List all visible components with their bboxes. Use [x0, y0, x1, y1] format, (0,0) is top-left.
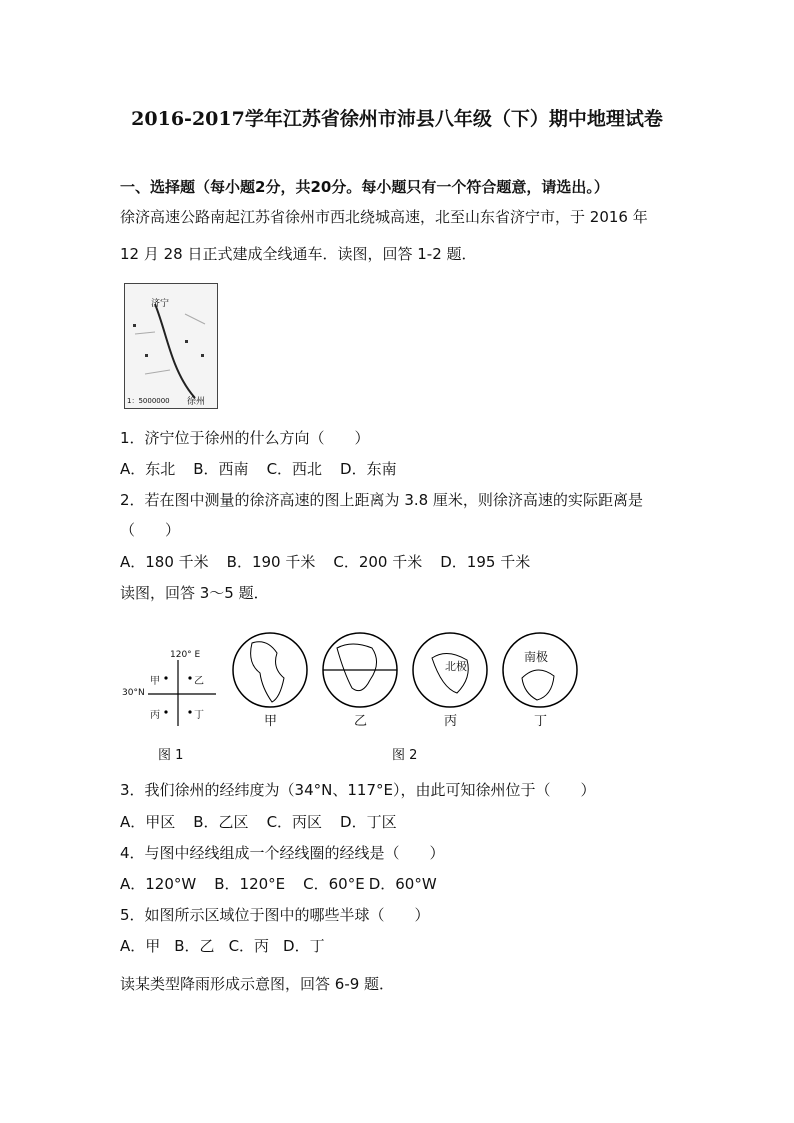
map-xuji-highway — [124, 283, 218, 409]
q1-option-d: D．东南 — [340, 460, 397, 478]
intro-line-2: 12 月 28 日正式建成全线通车．读图，回答 1-2 题． — [120, 245, 477, 263]
q4-option-c: C．60°E — [303, 875, 365, 893]
q2-option-b: B．190 千米 — [226, 553, 316, 571]
q4-option-a: A．120°W — [120, 875, 197, 893]
q5-stem: 5．如图所示区域位于图中的哪些半球（ ） — [120, 906, 430, 924]
q5-options — [120, 935, 343, 956]
read-instruction-3: 读某类型降雨形成示意图，回答 6-9 题． — [120, 975, 395, 993]
q5-option-a: A．甲 — [120, 937, 161, 955]
q3-option-d: D．丁区 — [340, 813, 397, 831]
globe-label-yi: 乙 — [354, 714, 368, 729]
q5-option-b: B．乙 — [174, 937, 215, 955]
label-xuzhou: 徐州 — [187, 397, 206, 407]
figure-2-globes — [232, 618, 590, 736]
q1-option-c: C．西北 — [266, 460, 323, 478]
label-jining: 济宁 — [151, 299, 170, 309]
q2-option-c: C．200 千米 — [333, 553, 423, 571]
q1-option-b: B．西南 — [193, 460, 249, 478]
q5-option-c: C．丙 — [228, 937, 270, 955]
globe-label-bing: 丙 — [444, 714, 458, 729]
q3-option-a: A．甲区 — [120, 813, 176, 831]
q4-options — [120, 873, 455, 894]
q1-options — [120, 458, 415, 479]
q3-option-b: B．乙区 — [193, 813, 249, 831]
q1-option-a: A．东北 — [120, 460, 176, 478]
q4-stem: 4．与图中经线组成一个经线圈的经线是（ ） — [120, 844, 445, 862]
section-heading: 一、选择题（每小题2分，共20分。每小题只有一个符合题意，请选出。） — [120, 178, 609, 196]
globe-label-jia: 甲 — [264, 714, 278, 729]
figure-2-caption: 图 2 — [392, 748, 418, 763]
q2-option-a: A．180 千米 — [120, 553, 209, 571]
page-title: 2016-2017学年江苏省徐州市沛县八年级（下）期中地理试卷 — [131, 108, 663, 130]
quadrant-ding: 丁 — [194, 710, 204, 721]
intro-line-1: 徐济高速公路南起江苏省徐州市西北绕城高速，北至山东省济宁市，于 2016 年 — [120, 208, 648, 226]
globe-label-ding: 丁 — [534, 714, 548, 729]
q3-options — [120, 811, 415, 832]
figure-1-caption: 图 1 — [158, 748, 184, 763]
q2-stem: 2．若在图中测量的徐济高速的图上距离为 3.8 厘米，则徐济高速的实际距离是 — [120, 491, 643, 509]
quadrant-jia: 甲 — [150, 676, 160, 687]
q3-option-c: C．丙区 — [266, 813, 323, 831]
figure-1-quadrants — [120, 650, 228, 730]
q4-option-b: B．120°E — [214, 875, 286, 893]
q2-options — [120, 551, 548, 572]
read-instruction-2: 读图，回答 3～5 题． — [120, 584, 269, 602]
q5-option-d: D．丁 — [283, 937, 325, 955]
q3-stem: 3．我们徐州的经纬度为（34°N、117°E），由此可知徐州位于（ ） — [120, 781, 596, 799]
q4-option-d: D．60°W — [368, 875, 437, 893]
lon-label: 120° E — [170, 650, 201, 660]
quadrant-bing: 丙 — [150, 710, 160, 721]
globe-south-pole-label: 南极 — [524, 650, 549, 664]
lat-label: 30°N — [122, 688, 145, 698]
globe-north-pole-label: 北极 — [445, 660, 467, 673]
q1-stem: 1．济宁位于徐州的什么方向（ ） — [120, 429, 370, 447]
q2-blank: （ ） — [120, 521, 181, 539]
q2-option-d: D．195 千米 — [440, 553, 531, 571]
quadrant-yi: 乙 — [194, 676, 204, 687]
map-drawing — [125, 284, 217, 408]
map-scale: 1：5000000 — [127, 397, 170, 405]
